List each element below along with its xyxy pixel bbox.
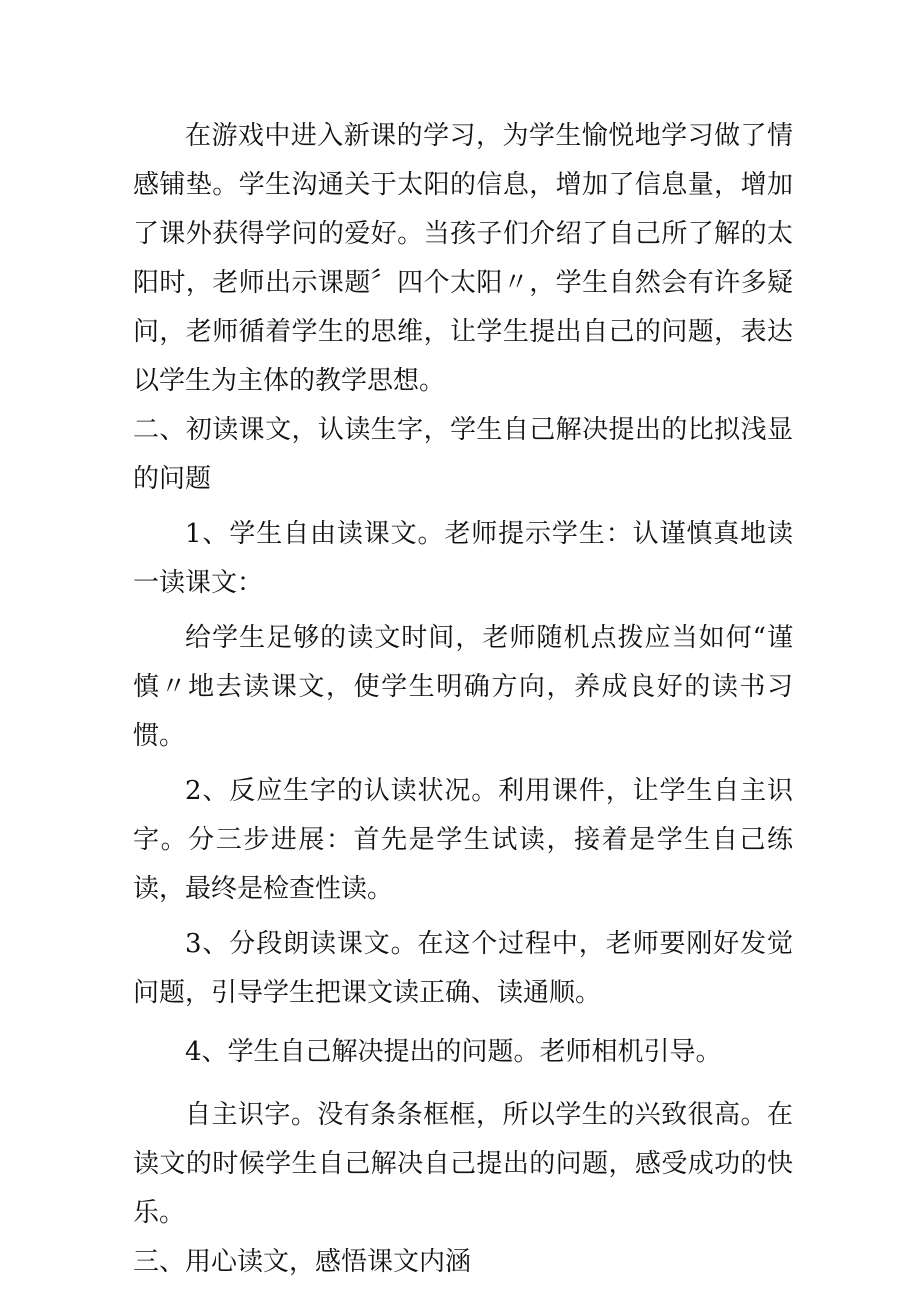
paragraph-intro-reflection: 在游戏中进入新课的学习，为学生愉悦地学习做了情感铺垫。学生沟通关于太阳的信息，增加了信息量，增加了课外获得学问的爱好。当孩子们介绍了自己所了解的太阳时，老师出示课题〞四个太阳〃，学生自然会有许多疑问，老师循着学生的思维，让学生提出自己的问题，表达以学生为主体的教学思想。 xyxy=(133,121,793,396)
section-heading-3: 三、用心读文，感悟课文内涵 xyxy=(133,1247,472,1277)
paragraph-self-literacy: 自主识字。没有条条框框，所以学生的兴致很高。在读文的时候学生自己解决自己提出的问题，感受成功的快乐。 xyxy=(133,1100,793,1228)
paragraph-step-2: 2、反应生字的认读状况。利用课件，让学生自主识字。分三步进展：首先是学生试读，接着是学生自己练读，最终是检查性读。 xyxy=(133,776,793,904)
paragraph-step-4: 4、学生自己解决提出的问题。老师相机引导。 xyxy=(185,1037,722,1067)
section-heading-2: 二、初读课文，认读生字，学生自己解决提出的比拟浅显的问题 xyxy=(133,415,793,494)
paragraph-step-3: 3、分段朗读课文。在这个过程中，老师要刚好发觉问题，引导学生把课文读正确、读通顺。 xyxy=(133,929,793,1008)
paragraph-step-1: 1、学生自由读课文。老师提示学生：认谨慎真地读一读课文： xyxy=(133,519,793,598)
document-body xyxy=(133,112,793,1287)
paragraph-step-1-note: 给学生足够的读文时间，老师随机点拨应当如何“谨慎〃地去读课文，使学生明确方向，养成良好的读书习惯。 xyxy=(133,623,793,751)
